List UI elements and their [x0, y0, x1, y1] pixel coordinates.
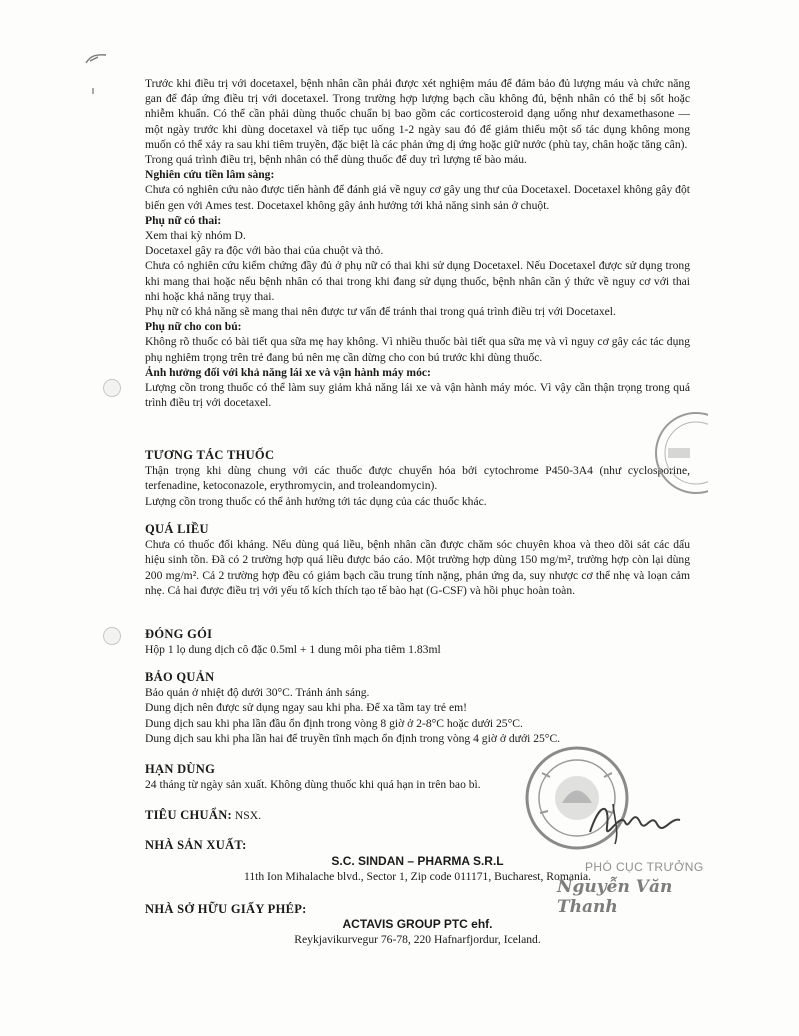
overdose-section — [145, 522, 690, 598]
manufacturer-label: NHÀ SẢN XUẤT: — [145, 838, 247, 852]
stamp-title: PHÓ CỤC TRƯỞNG — [585, 860, 704, 874]
storage-line: Dung dịch sau khi pha lần đầu ổn định trong vòng 8 giờ ở 2-8°C hoặc dưới 25°C. — [145, 716, 523, 730]
partial-stamp-icon — [648, 408, 708, 498]
manufacturer-address: 11th Ion Mihalache blvd., Sector 1, Zip code 011171, Bucharest, Romania. — [243, 870, 592, 884]
overdose-heading: QUÁ LIỀU — [145, 522, 209, 536]
license-address: Reykjavikurvegur 76-78, 220 Hafnarfjordur, Iceland. — [294, 933, 541, 947]
clinical-paragraph: Chưa có nghiên cứu nào được tiến hành để đánh giá về nguy cơ gây ung thư của Docetaxel. Docetaxel không gây đột biến gen với Ames test. Docetaxel không gây ảnh hưởng tới khả năng sinh sản ở chuột. — [145, 183, 690, 212]
storage-line: Dung dịch sau khi pha lần hai để truyền tĩnh mạch ổn định trong vòng 4 giờ ở dưới 25°C. — [145, 731, 561, 745]
punch-hole-icon — [103, 379, 121, 397]
license-name: ACTAVIS GROUP PTC ehf. — [342, 917, 493, 931]
signature-icon — [585, 792, 695, 852]
pregnant-line: Docetaxel gây ra độc với bào thai của chuột và thỏ. — [145, 244, 384, 258]
stamp-signer: Nguyễn Văn Thanh — [557, 877, 673, 917]
interaction-section — [145, 448, 690, 509]
interaction-line: Lượng cồn trong thuốc có thể ảnh hưởng tới tác dụng của các thuốc khác. — [145, 494, 487, 508]
storage-section — [145, 670, 690, 746]
intro-paragraph: Trong quá trình điều trị, bệnh nhân có thể dùng thuốc để duy trì lượng tế bào máu. — [145, 153, 527, 167]
margin-tick — [92, 88, 94, 94]
pregnant-line: Phụ nữ có khả năng sẽ mang thai nên được tư vấn để tránh thai trong quá trình điều trị với Docetaxel. — [145, 305, 616, 319]
storage-heading: BẢO QUẢN — [145, 670, 215, 684]
expiry-paragraph: 24 tháng từ ngày sản xuất. Không dùng thuốc khi quá hạn in trên bao bì. — [145, 778, 481, 792]
corner-mark-icon — [84, 52, 108, 66]
license-label: NHÀ SỞ HỮU GIẤY PHÉP: — [145, 902, 307, 916]
driving-paragraph: Lượng cồn trong thuốc có thể làm suy giảm khả năng lái xe và vận hành máy móc. Vì vậy cần thận trọng trong quá trình điều trị với docetaxel. — [145, 381, 690, 410]
pregnant-heading: Phụ nữ có thai: — [145, 213, 222, 227]
driving-heading: Ảnh hưởng đối với khả năng lái xe và vận hành máy móc: — [145, 365, 431, 379]
pregnant-line: Xem thai kỳ nhóm D. — [145, 229, 246, 243]
license-details — [145, 917, 690, 947]
interaction-heading: TƯƠNG TÁC THUỐC — [145, 448, 275, 462]
package-paragraph: Hộp 1 lọ dung dịch cô đặc 0.5ml + 1 dung môi pha tiêm 1.83ml — [145, 643, 441, 657]
breastfeeding-heading: Phụ nữ cho con bú: — [145, 320, 242, 334]
interaction-line: Thận trọng khi dùng chung với các thuốc được chuyển hóa bởi cytochrome P450-3A4 (như cyclosporine, terfenadine, ketoconazole, erythromycin, and troleandomycin). — [145, 464, 690, 493]
manufacturer-name: S.C. SINDAN – PHARMA S.R.L — [331, 854, 504, 868]
clinical-heading: Nghiên cứu tiền lâm sàng: — [145, 168, 275, 182]
package-section — [145, 627, 690, 657]
standard-value: NSX. — [234, 809, 261, 822]
intro-paragraph: Trước khi điều trị với docetaxel, bệnh nhân cần phải được xét nghiệm máu để đảm bảo đủ lượng máu và chức năng gan để đáp ứng điều trị với docetaxel. Trong trường hợp lượng bạch cầu không đủ, bệnh nhân có thể bị sốt hoặc nhiễm khuẩn. Có thể cần phải dùng thuốc chuẩn bị bao gồm các corticosteroid dạng uống như dexamethasone — một ngày trước khi dùng docetaxel và tiếp tục uống 1-2 ngày sau đó để giảm thiểu một số tác dụng không mong muốn có thể xảy ra sau khi tiêm truyền, đặc biệt là các phản ứng dị ứng hoặc giữ nước (phù tay, chân hoặc tăng cân). — [145, 77, 690, 151]
expiry-heading: HẠN DÙNG — [145, 762, 216, 776]
overdose-paragraph: Chưa có thuốc đối kháng. Nếu dùng quá liều, bệnh nhân cần được chăm sóc chuyên khoa và theo dõi sát các dấu hiệu sinh tồn. Đã có 2 trường hợp quá liều được báo cáo. Một trường hợp dùng 150 mg/m², trường hợp còn lại dùng 200 mg/m². Cả 2 trường hợp đều có giảm bạch cầu trung tính nặng, phản ứng da, suy nhược cơ thể nhẹ và loạn cảm nhẹ. Cả hai được điều trị với yếu tố kích thích tạo tế bào hạt (G-CSF) và hồi phục hoàn toàn. — [145, 538, 690, 597]
package-heading: ĐÓNG GÓI — [145, 627, 213, 641]
standard-label: TIÊU CHUẨN: — [145, 808, 232, 822]
storage-line: Bảo quản ở nhiệt độ dưới 30°C. Tránh ánh sáng. — [145, 686, 370, 700]
precautions-block — [145, 76, 690, 410]
punch-hole-icon — [103, 627, 121, 645]
storage-line: Dung dịch nên được sử dụng ngay sau khi pha. Để xa tầm tay trẻ em! — [145, 701, 467, 715]
pregnant-line: Chưa có nghiên cứu kiểm chứng đầy đủ ở phụ nữ có thai khi sử dụng Docetaxel. Nếu Docetaxel được sử dụng trong khi mang thai hoặc nếu bệnh nhân có thai trong khi đang sử dụng thuốc, bệnh nhân cần ý thức về nguy cơ với thai nhi hoặc khả năng trụy thai. — [145, 259, 690, 303]
breastfeeding-paragraph: Không rõ thuốc có bài tiết qua sữa mẹ hay không. Vì nhiều thuốc bài tiết qua sữa mẹ và vì nguy cơ gây các tác dụng phụ nghiêm trọng trên trẻ đang bú nên mẹ cần dừng cho con bú trước khi dùng thuốc. — [145, 335, 690, 364]
